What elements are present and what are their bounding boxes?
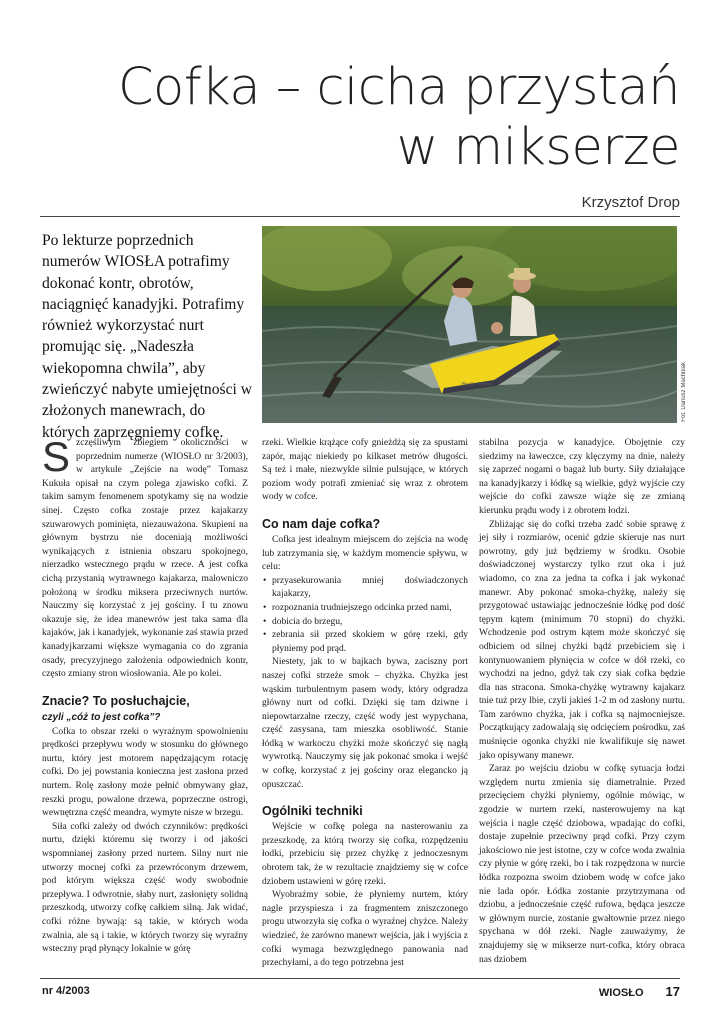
drop-cap: S: [42, 433, 71, 480]
section-heading-3: Ogólniki techniki: [262, 804, 363, 819]
footer-right: [599, 984, 680, 999]
canoe-hull-text: Brelik i Burns: [462, 382, 492, 388]
col3-paragraph-3: Zaraz po wejściu dziobu w cofkę sytuacja łodzi względem nurtu zmienia się diametralnie. Przed przecięciem chyżki płyniemy, ogólnie mówiąc, w zgodzie w nurtem rzeki, nasterowujemy na kąt wejścia i nagle część dziobowa, wpadając do cofki, dostaje zupełnie przeciwny prąd cofki. Przy czym jakościowo nie jest istotne, czy w cofce woda zwalnia czy płynie w górę rzeki, bo i tak rozpędzona w nurcie łódka rozpozna swoim dziobem wodę w cofce jako nie lada opór. Łódka zostanie przytrzymana od dziobu, a jednocześnie część rufowa, będąca jeszcze w głównym nurcie, zostanie gwałtownie przez niego spychana w dół rzeki. Nagle zauważymy, że znajdujemy się w mikserze nurt-cofka, który obraca nas dziobem: [479, 764, 685, 965]
col1-p1-text: zczęśliwym zbiegiem okoliczności w poprzednim numerze (WIOSŁO nr 3/2003), w artykule „Zejście na wodę” Tomasz Kukuła opisał na czym polega zjawisko cofki. Z takim samym fenomenem spotykamy się na wodzie sinej. Często cofka zostaje przez kajakarzy szuwarowych pominięta, niezauważona. Skupieni na głównym bystrzu nie doceniają możliwości wynikających z istnienia obszaru spokojnego, nierzadko wstecznego prądu w rzece. A jest cofka cichą przystanią wytrawnego kajakarza, malowniczo położoną w środku miksera przeciwnych nurtów. Nauczmy się korzystać z jej gościny. I tu znowu okazuje się, że idea manewrów jest taka sama dla kajaków, jak i kanadyjek, wykonanie zaś stawia przed kanadyjkarzami większe wymagania co do zgrania osady, precyzyjnego założenia odpowiednich kontr, często zmiany stron wiosłowania. Ale po kolei.: [42, 438, 248, 680]
section-subheading-1: czyli „cóż to jest cofka”?: [42, 711, 161, 723]
section-heading-2: Co nam daje cofka?: [262, 516, 381, 531]
column-1: [42, 433, 248, 957]
column-2: [262, 437, 468, 971]
article-title: [40, 58, 680, 178]
canoe-photo: [262, 226, 677, 423]
col2-paragraph-3: Niestety, jak to w bajkach bywa, zaciszny port naszej cofki strzeże smok – chyżka. Chyżka jest wąskim turbulentnym pasem wody, który odgradza główny nurt od cofki. Dzięki się tam dziwne i niepowtarzalne rzeczy, część wody jest wypychana, część zasysana, tam mieszka osobliwość. Stanie łódką w warkoczu chyżki może skończyć się nagłą wywrotką. Nauczymy się jak pokonać smoka i wejść w cofkę, korzystać z jej gościny oraz elegancko ją opuszczać.: [262, 657, 468, 790]
col2-paragraph-4: Wejście w cofkę polega na nasterowaniu za przeszkodę, za którą tworzy się cofka, rozpędzeniu łodki, przebiciu się przez chyżkę z jednoczesnym obrotem tak, że w rezultacie znajdziemy się w cofce dziobem ustawieni w górę rzeki.: [262, 822, 468, 887]
col3-paragraph-1: stabilna pozycja w kanadyjce. Obojętnie czy siedzimy na ławeczce, czy klęczymy na dnie, należy się zaprzeć nogami o bagaż lub burty. Siły działające na kanadyjkarzy i łódkę są wielkie, gdyż wyjście czy wejście do cofki zawsze wiąże się ze zmianą kierunku prądu wody i z obrotem łodzi.: [479, 438, 685, 516]
photo-credit: Fot. Dariusz Machniak: [681, 362, 687, 422]
magazine-name: WIOSŁO: [598, 987, 644, 999]
top-rule: [40, 216, 680, 217]
list-item: • rozpoznania trudniejszego odcinka przed nami,: [262, 602, 468, 616]
col1-paragraph-3: Siła cofki zależy od dwóch czynników: prędkości nurtu, dzięki któremu się tworzy i od jakości wspomnianej zasłony przed nurtem. Silny nurt nie utworzy mocnej cofki za przewróconym drzewem, pod którym większa część wody swobodnie przepływa. I odwrotnie, słaby nurt, zasłonięty solidną przeszkodą, utworzy cofkę całkiem silną. Jak widać, cofki różne bywają: są takie, w których woda zwalnia, ale są i takie, w których tworzy się wyraźny wsteczny prąd płynący lokalnie w górę: [42, 821, 248, 955]
col3-paragraph-2: Zbliżając się do cofki trzeba zadć sobie sprawę z jej siły i rozmiarów, ocenić gdzie skieruje nas nurt powrotny, gdy już będziemy w środku. Osobie doświadczonej wystarczy tylko rzut oka i już wiadomo, co zna za jedna ta cofka i jak wykonać manewr. Aby pokonać smoka-chyżkę, należy się przygotować ustawiając jednocześnie łódkę pod dość tępym kątem (minimum 70 stopni) do chyżki. Wchodzenie pod ostrym kątem może skończyć się odbiciem od silnej chyżki bądź przebiciem się i kontynuowaniem płynięcia w cofce w dół rzeki, co wychodzi na jedno, gdyż tak czy siak cofka będzie dla nas stracona. Smoka-chyżkę wytrawny kajakarz tnie tuż przy lbie, czyli jakieś 1-2 m od zasłony nurtu. Tam zarówno chyżka, jak i cofka są najmocniejsze. Początkujący zadowalają się odcięciem pośrodku, zaś muśnięcie ogonka chyżki nie kwalifikuje się nawet jako opisywany manewr.: [479, 519, 685, 761]
issue-number: nr 4/2003: [42, 985, 90, 997]
col2-paragraph-5: Wyobraźmy sobie, że płyniemy nurtem, który nagle przyspiesza i za fragmentem zniszczonego progu utworzyła się cofka o wyraźnej chyżce. Należy wiedzieć, że zarówno manewr wejścia, jak i wyjścia z cofki wymaga bezwzględnego panowania nad przechyłami, a do tego potrzebna jest: [262, 890, 468, 969]
title-line-1: Cofka – cicha przystań: [117, 58, 680, 117]
column-3: [479, 437, 685, 967]
canoe-photo-illustration: [262, 226, 677, 423]
list-item: • zebrania sił przed skokiem w górę rzeki, gdy płyniemy pod prąd.: [262, 629, 468, 656]
col2-paragraph-1: rzeki. Wielkie krążące cofy gnieżdżą się za spustami zapór, mając niekiedy po kilkaset metrów długości. Są też i małe, niezwykle silnie pulsujące, w których poziom wody potrafi zmieniać się wraz z obrotem wody w cofce.: [262, 438, 468, 503]
purpose-list: [262, 575, 468, 657]
bottom-rule: [40, 978, 680, 979]
page-number: 17: [665, 984, 680, 999]
col2-paragraph-2: Cofka jest idealnym miejscem do zejścia na wodę lub zatrzymania się, w każdym momencie spływu, w celu:: [262, 534, 468, 573]
section-heading-1: Znacie? To posłuchajcie,: [42, 693, 190, 708]
list-item: • dobicia do brzegu,: [262, 616, 468, 630]
list-item: • przyasekurowania mniej doświadczonych kajakarzy,: [262, 575, 468, 602]
author-name: Krzysztof Drop: [581, 194, 680, 211]
title-line-2: w mikserze: [396, 118, 680, 177]
col1-paragraph-2: Cofka to obszar rzeki o wyraźnym spowolnieniu prędkości przepływu wody w stosunku do głównego nurtu, który jest motorem napędzającym rotację cofki. Do jej powstania konieczna jest zasłona przed nurtem. Rolę zasłony może pełnić obmywany głaz, reszki progu, powalone drzewa, poprzeczne ostrogi, wewnętrzna część meandra, wymyte nisze w brzegu.: [42, 726, 248, 819]
lead-paragraph: [42, 230, 252, 443]
lead-text: Po lekturze poprzednich numerów WIOSŁA potrafimy dokonać kontr, obrotów, naciągnięć kanadyjki. Potrafimy również wykorzystać nurt promując się. „Nadeszła wiekopomna chwila”, aby zwieńczyć nabyte umiejętności w złożonych manewrach, do których zaprzęgniemy cofkę.: [42, 232, 252, 441]
col1-paragraph-1: [42, 433, 248, 682]
